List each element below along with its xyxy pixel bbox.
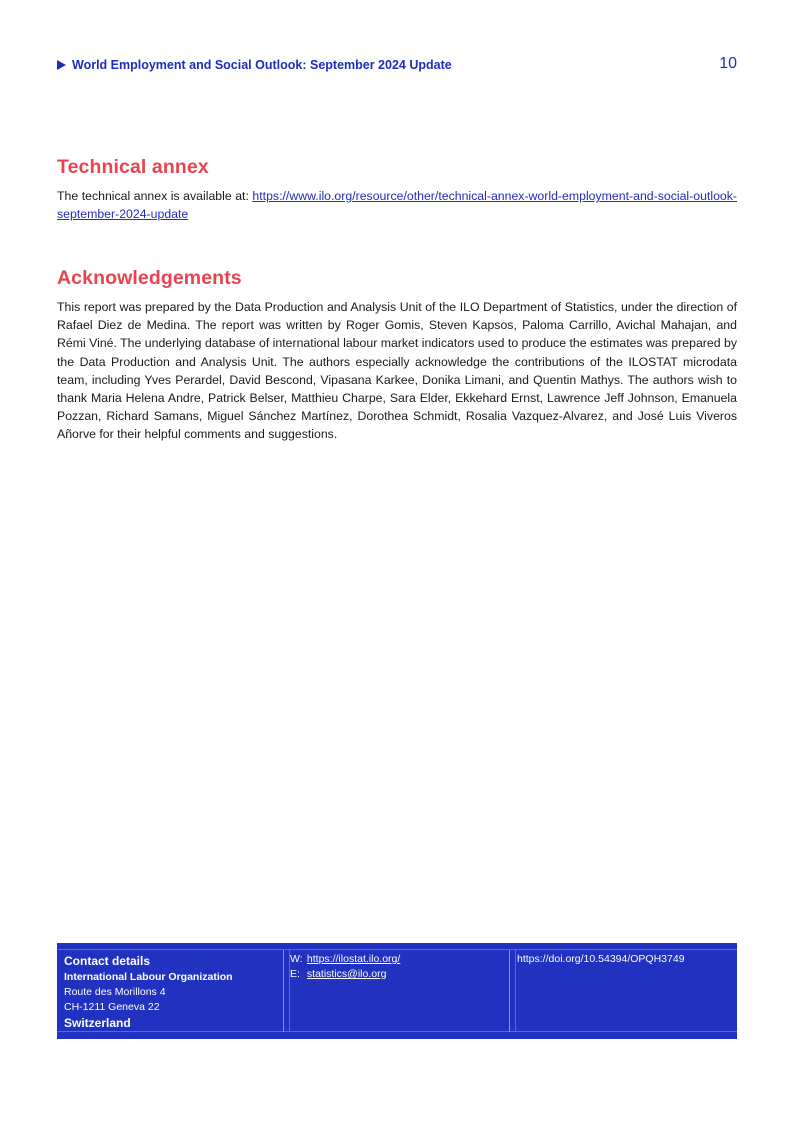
email-link[interactable]: statistics@ilo.org — [306, 968, 387, 980]
address-line-2: CH-1211 Geneva 22 — [64, 1001, 160, 1013]
acknowledgements-paragraph: This report was prepared by the Data Production and Analysis Unit of the ILO Department of Statistics, under the direction of Rafael Diez de Medina. The report was written by Roger Gomis, Steven Kapsos, Paloma Carrillo, Avichal Mahajan, and Rémi Viné. The underlying database of international labour market indicators used to produce the estimates was prepared by the Data Production and Analysis Unit. The authors especially acknowledge the contributions of the ILOSTAT microdata team, including Yves Perardel, David Bescond, Vipasana Karkee, Donika Limani, and Quentin Mathys. The authors wish to thank Maria Helena Andre, Patrick Belser, Matthieu Charpe, Sara Elder, Ekkehard Ernst, Lawrence Jeff Johnson, Emanuela Pozzan, Richard Samans, Miguel Sánchez Martínez, Dorothea Schmidt, Rosalia Vazquez-Alvarez, and José Luis Viveros Añorve for their helpful comments and suggestions. — [57, 300, 737, 442]
email-row — [290, 968, 386, 980]
running-header — [57, 57, 737, 77]
report-title: World Employment and Social Outlook: September 2024 Update — [72, 58, 452, 72]
email-prefix: E: — [290, 968, 300, 980]
contact-details-title: Contact details — [64, 954, 151, 968]
page-number: 10 — [719, 55, 737, 72]
triangle-right-icon — [57, 60, 66, 70]
acknowledgements-heading: Acknowledgements — [57, 267, 242, 289]
website-link[interactable]: https://ilostat.ilo.org/ — [306, 953, 401, 965]
technical-annex-intro: The technical annex is available at: — [57, 189, 249, 203]
doi-link[interactable]: https://doi.org/10.54394/OPQH3749 — [517, 953, 685, 965]
website-row — [290, 953, 400, 965]
website-prefix: W: — [290, 953, 303, 965]
technical-annex-heading: Technical annex — [57, 156, 209, 178]
address-country: Switzerland — [64, 1016, 131, 1030]
doi-column — [509, 950, 738, 1032]
address-line-1: Route des Morillons 4 — [64, 986, 166, 998]
technical-annex-link[interactable]: https://www.ilo.org/resource/other/technical-annex-world-employment-and-social-outlook-september-2024-update — [57, 189, 737, 222]
contact-address-column — [57, 950, 283, 1032]
contact-links-column — [283, 950, 510, 1032]
technical-annex-paragraph — [57, 187, 737, 223]
organization-name: International Labour Organization — [64, 971, 233, 983]
contact-footer — [57, 943, 737, 1039]
